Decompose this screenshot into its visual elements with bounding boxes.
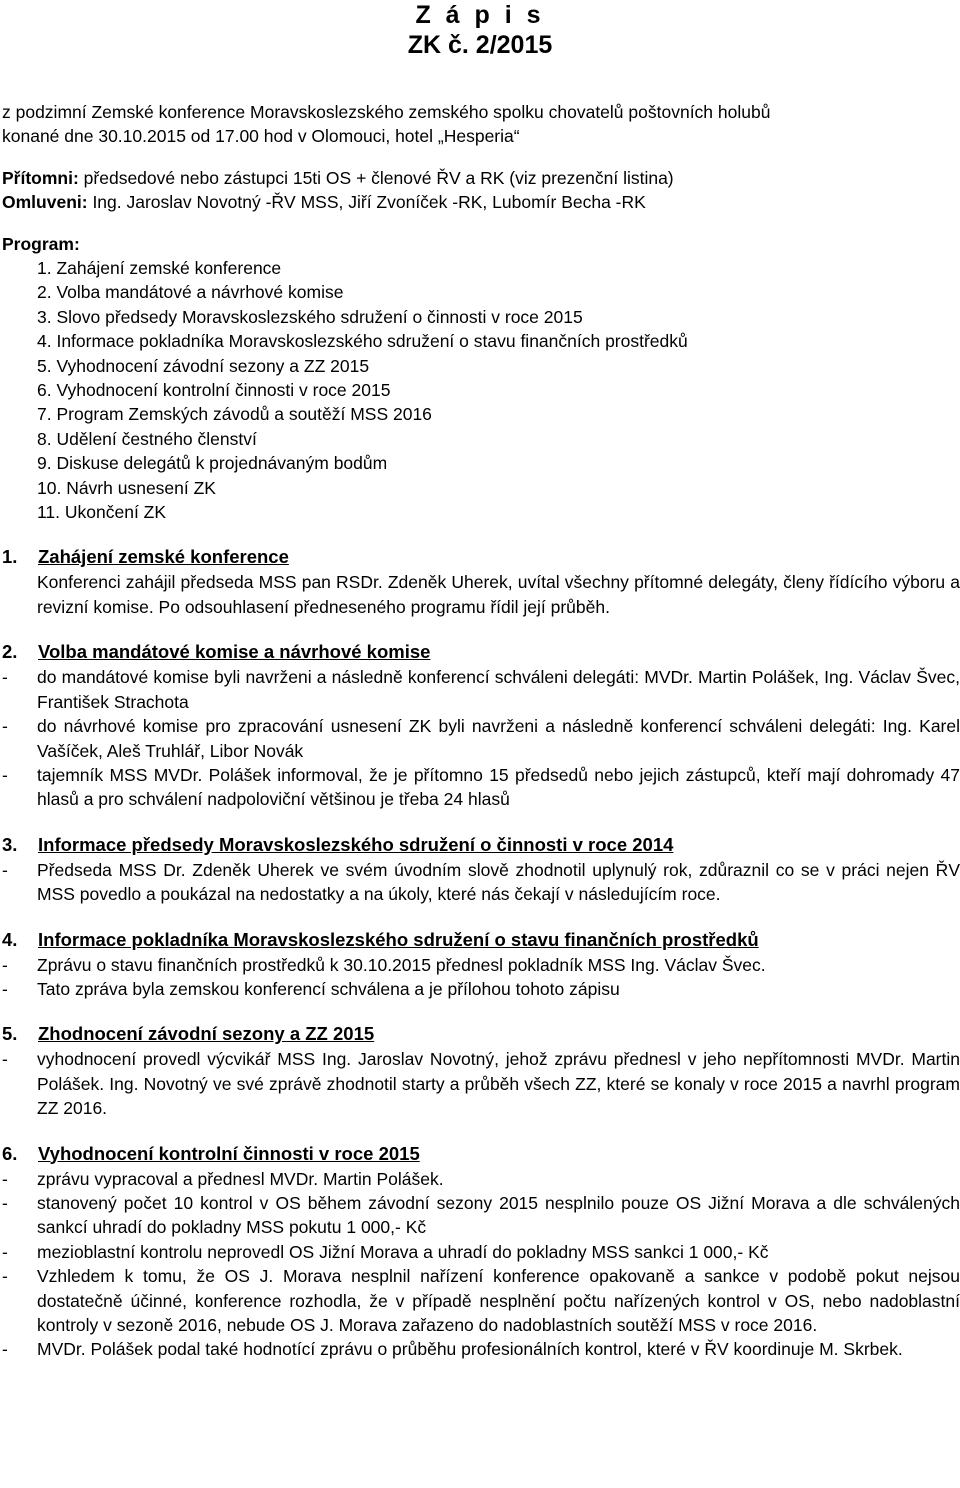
section-1 [0, 544, 960, 619]
section-1-number: 1. [2, 546, 18, 568]
program-item: 11. Ukončení ZK [37, 502, 167, 523]
section-6 [0, 1141, 960, 1362]
bullet-dash: - [2, 1241, 8, 1262]
bullet-dash: - [2, 1192, 8, 1213]
bullet-dash: - [2, 764, 8, 785]
bullet-text: Vzhledem k tomu, že OS J. Morava nesplnil nařízení konference opakovaně a sankce v podobě pokut nejsou dostatečně účinné, konference rozhodla, že v případě nesplnění počtu nařízených kontrol v OS, nebo nadoblastní kontroly v sezoně 2016, nebude OS J. Morava zařazeno do nadoblastních soutěží MSS v roce 2016. [37, 1266, 960, 1335]
section-2-title: Volba mandátové komise a návrhové komise [38, 641, 431, 663]
bullet-item [2, 1191, 960, 1240]
section-4-heading [2, 927, 960, 953]
program-item: 10. Návrh usnesení ZK [37, 477, 216, 498]
intro-line-2: konané dne 30.10.2015 od 17.00 hod v Olomouci, hotel „Hesperia“ [2, 126, 520, 146]
attendance-block [2, 166, 960, 214]
document-number: ZK č. 2/2015 [407, 31, 553, 59]
bullet-dash: - [2, 859, 8, 880]
bullet-item [2, 953, 960, 977]
intro-line-1: z podzimní Zemské konference Moravskoslezského zemského spolku chovatelů poštovních holubů [2, 102, 771, 122]
section-4 [0, 927, 960, 1002]
section-6-number: 6. [2, 1142, 18, 1164]
section-6-heading [2, 1141, 960, 1167]
section-1-heading [2, 544, 960, 570]
program-item: 3. Slovo předsedy Moravskoslezského sdružení o činnosti v roce 2015 [37, 306, 583, 327]
document-title: Z á p i s [415, 1, 545, 29]
section-6-title: Vyhodnocení kontrolní činnosti v roce 2015 [38, 1142, 420, 1164]
bullet-text: MVDr. Polášek podal také hodnotící zprávu o průběhu profesionálních kontrol, které v ŘV koordinuje M. Skrbek. [37, 1339, 903, 1360]
bullet-item [2, 763, 960, 812]
bullet-dash: - [2, 716, 8, 737]
excused-line [2, 190, 960, 214]
bullet-dash: - [2, 667, 8, 688]
section-2-heading [2, 639, 960, 665]
bullet-text: stanovený počet 10 kontrol v OS během závodní sezony 2015 nesplnilo pouze OS Jižní Morava a dle schválených sankcí uhradí do pokladny MSS pokutu 1 000,- Kč [37, 1192, 960, 1238]
program-item: 8. Udělení čestného členství [37, 428, 257, 449]
bullet-dash: - [2, 1339, 8, 1360]
bullet-item [2, 977, 960, 1001]
section-4-title: Informace pokladníka Moravskoslezského sdružení o stavu finančních prostředků [38, 928, 759, 950]
section-3-number: 3. [2, 833, 18, 855]
bullet-dash: - [2, 1266, 8, 1287]
section-4-number: 4. [2, 928, 18, 950]
section-2 [0, 639, 960, 811]
bullet-item [2, 1337, 960, 1361]
section-1-text: Konferenci zahájil předseda MSS pan RSDr. Zdeněk Uherek, uvítal všechny přítomné delegáty, členy řídícího výboru a revizní komise. Po odsouhlasení předneseného programu řídil její průběh. [37, 572, 960, 617]
bullet-text: Předseda MSS Dr. Zdeněk Uherek ve svém úvodním slově zhodnotil uplynulý rok, zdůraznil co se v práci nejen ŘV MSS povedlo a poukázal na nedostatky a na úkoly, které nás čekají v následujícím roce. [37, 859, 960, 905]
section-3-title: Informace předsedy Moravskoslezského sdružení o činnosti v roce 2014 [38, 833, 674, 855]
bullet-dash: - [2, 1168, 8, 1189]
bullet-dash: - [2, 1049, 8, 1070]
program-item: 5. Vyhodnocení závodní sezony a ZZ 2015 [37, 355, 370, 376]
program-item: 4. Informace pokladníka Moravskoslezského sdružení o stavu finančních prostředků [37, 331, 688, 352]
section-3 [0, 832, 960, 907]
bullet-text: tajemník MSS MVDr. Polášek informoval, že je přítomno 15 předsedů nebo jejich zástupců, kteří mají dohromady 47 hlasů a pro schválení nadpoloviční většinou je třeba 24 hlasů [37, 764, 960, 810]
program-item: 6. Vyhodnocení kontrolní činnosti v roce 2015 [37, 380, 391, 401]
bullet-item [2, 858, 960, 907]
excused-text: Ing. Jaroslav Novotný -ŘV MSS, Jiří Zvoníček -RK, Lubomír Becha -RK [87, 192, 646, 212]
section-5-number: 5. [2, 1023, 18, 1045]
program-list [37, 256, 960, 524]
bullet-text: do mandátové komise byli navrženi a následně konferencí schváleni delegáti: MVDr. Martin Polášek, Ing. Václav Švec, František Strachota [37, 667, 960, 712]
bullet-dash: - [2, 954, 8, 975]
present-text: předsedové nebo zástupci 15ti OS + členové ŘV a RK (viz prezenční listina) [78, 168, 674, 188]
program-item: 2. Volba mandátové a návrhové komise [37, 282, 344, 303]
program-item: 1. Zahájení zemské konference [37, 258, 282, 278]
section-2-number: 2. [2, 641, 18, 663]
bullet-item [2, 665, 960, 714]
bullet-dash: - [2, 978, 8, 999]
program-label: Program: [2, 234, 80, 254]
section-5-heading [2, 1021, 960, 1047]
excused-label: Omluveni: [2, 192, 88, 212]
present-line [2, 166, 960, 190]
bullet-item [2, 1167, 960, 1191]
bullet-item [2, 1264, 960, 1337]
bullet-item [2, 714, 960, 763]
section-5-title: Zhodnocení závodní sezony a ZZ 2015 [38, 1023, 375, 1045]
bullet-item [2, 1240, 960, 1264]
bullet-item [2, 1047, 960, 1120]
section-1-title: Zahájení zemské konference [38, 546, 289, 568]
bullet-text: Zprávu o stavu finančních prostředků k 30.10.2015 přednesl pokladník MSS Ing. Václav Švec. [37, 954, 766, 975]
section-3-heading [2, 832, 960, 858]
section-5 [0, 1021, 960, 1120]
bullet-text: mezioblastní kontrolu neprovedl OS Jižní Morava a uhradí do pokladny MSS sankci 1 000,- Kč [37, 1241, 769, 1262]
bullet-text: do návrhové komise pro zpracování usnesení ZK byli navrženi a následně konferencí schváleni delegáti: Ing. Karel Vašíček, Aleš Truhlář, Libor Novák [37, 716, 960, 761]
program-item: 7. Program Zemských závodů a soutěží MSS 2016 [37, 404, 432, 425]
present-label: Přítomni: [2, 168, 79, 188]
intro-paragraph [2, 100, 960, 148]
program-item: 9. Diskuse delegátů k projednávaným bodům [37, 453, 388, 474]
bullet-text: Tato zpráva byla zemskou konferencí schválena a je přílohou tohoto zápisu [37, 978, 620, 999]
bullet-text: vyhodnocení provedl výcvikář MSS Ing. Jaroslav Novotný, jehož zprávu přednesl v jeho nepřítomnosti MVDr. Martin Polášek. Ing. Novotný ve své zprávě zhodnotil starty a průběh všech ZZ, které se konaly v roce 2015 a navrhl program ZZ 2016. [37, 1049, 960, 1119]
bullet-text: zprávu vypracoval a přednesl MVDr. Martin Polášek. [37, 1168, 444, 1189]
